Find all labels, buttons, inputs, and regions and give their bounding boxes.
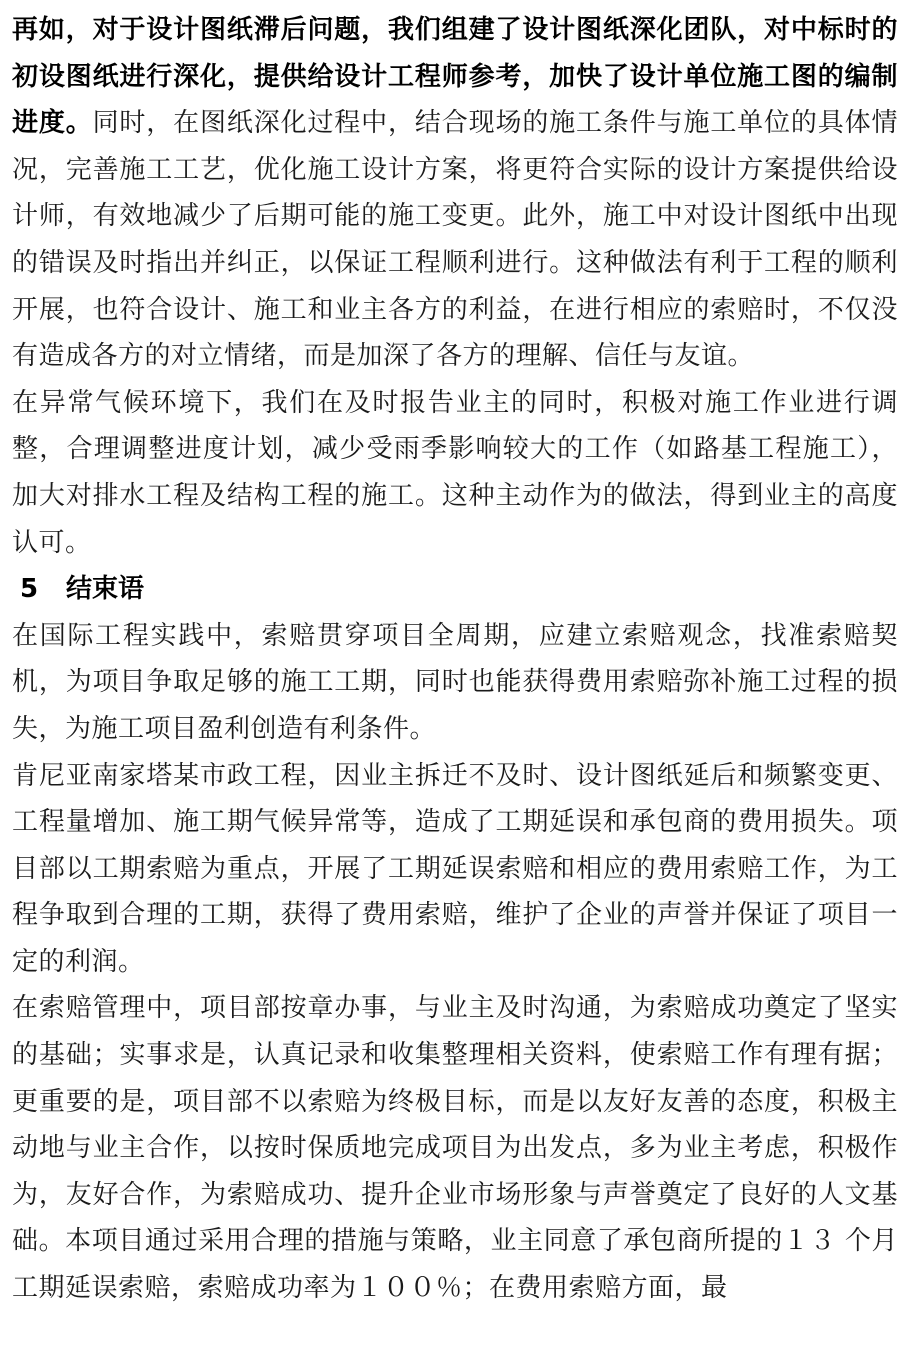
paragraph-abnormal-weather: 在异常气候环境下，我们在及时报告业主的同时，积极对施工作业进行调整，合理调整进度计划，减少受雨季影响较大的工作（如路基工程施工），加大对排水工程及结构工程的施工。这种主动作为的做法，得到业主的高度认可。: [12, 387, 898, 558]
article-body: [12, 7, 898, 1312]
section-heading: [12, 566, 898, 613]
paragraph-body-text: 同时，在图纸深化过程中，结合现场的施工条件与施工单位的具体情况，完善施工工艺，优化施工设计方案，将更符合实际的设计方案提供给设计师，有效地减少了后期可能的施工变更。此外，施工中对设计图纸中出现的错误及时指出并纠正，以保证工程顺利进行。这种做法有利于工程的顺利开展，也符合设计、施工和业主各方的利益，在进行相应的索赔时，不仅没有造成各方的对立情绪，而是加深了各方的理解、信任与友谊。: [12, 108, 898, 372]
paragraph-lead-bold: 再如，对于设计图纸滞后问题，我们组建了设计图纸深化团队，对中标时的初设图纸进行深化，提供给设计工程师参考，加快了设计单位施工图的编制进度。: [12, 15, 898, 139]
section-number: 5: [20, 574, 39, 605]
paragraph-design-drawings: [12, 7, 898, 380]
paragraph-claim-management: 在索赔管理中，项目部按章办事，与业主及时沟通，为索赔成功奠定了坚实的基础；实事求是，认真记录和收集整理相关资料，使索赔工作有理有据；更重要的是，项目部不以索赔为终极目标，而是以友好友善的态度，积极主动地与业主合作，以按时保质地完成项目为出发点，多为业主考虑，积极作为，友好合作，为索赔成功、提升企业市场形象与声誉奠定了良好的人文基础。本项目通过采用合理的措施与策略，业主同意了承包商所提的１３ 个月工期延误索赔，索赔成功率为１００％；在费用索赔方面，最: [12, 993, 898, 1304]
paragraph-kenya-project: 肯尼亚南家塔某市政工程，因业主拆迁不及时、设计图纸延后和频繁变更、工程量增加、施工期气候异常等，造成了工期延误和承包商的费用损失。项目部以工期索赔为重点，开展了工期延误索赔和相应的费用索赔工作，为工程争取到合理的工期，获得了费用索赔，维护了企业的声誉并保证了项目一定的利润。: [12, 760, 898, 977]
section-title: 结束语: [66, 574, 145, 605]
paragraph-conclusion-intro: 在国际工程实践中，索赔贯穿项目全周期，应建立索赔观念，找准索赔契机，为项目争取足够的施工工期，同时也能获得费用索赔弥补施工过程的损失，为施工项目盈利创造有利条件。: [12, 620, 898, 744]
